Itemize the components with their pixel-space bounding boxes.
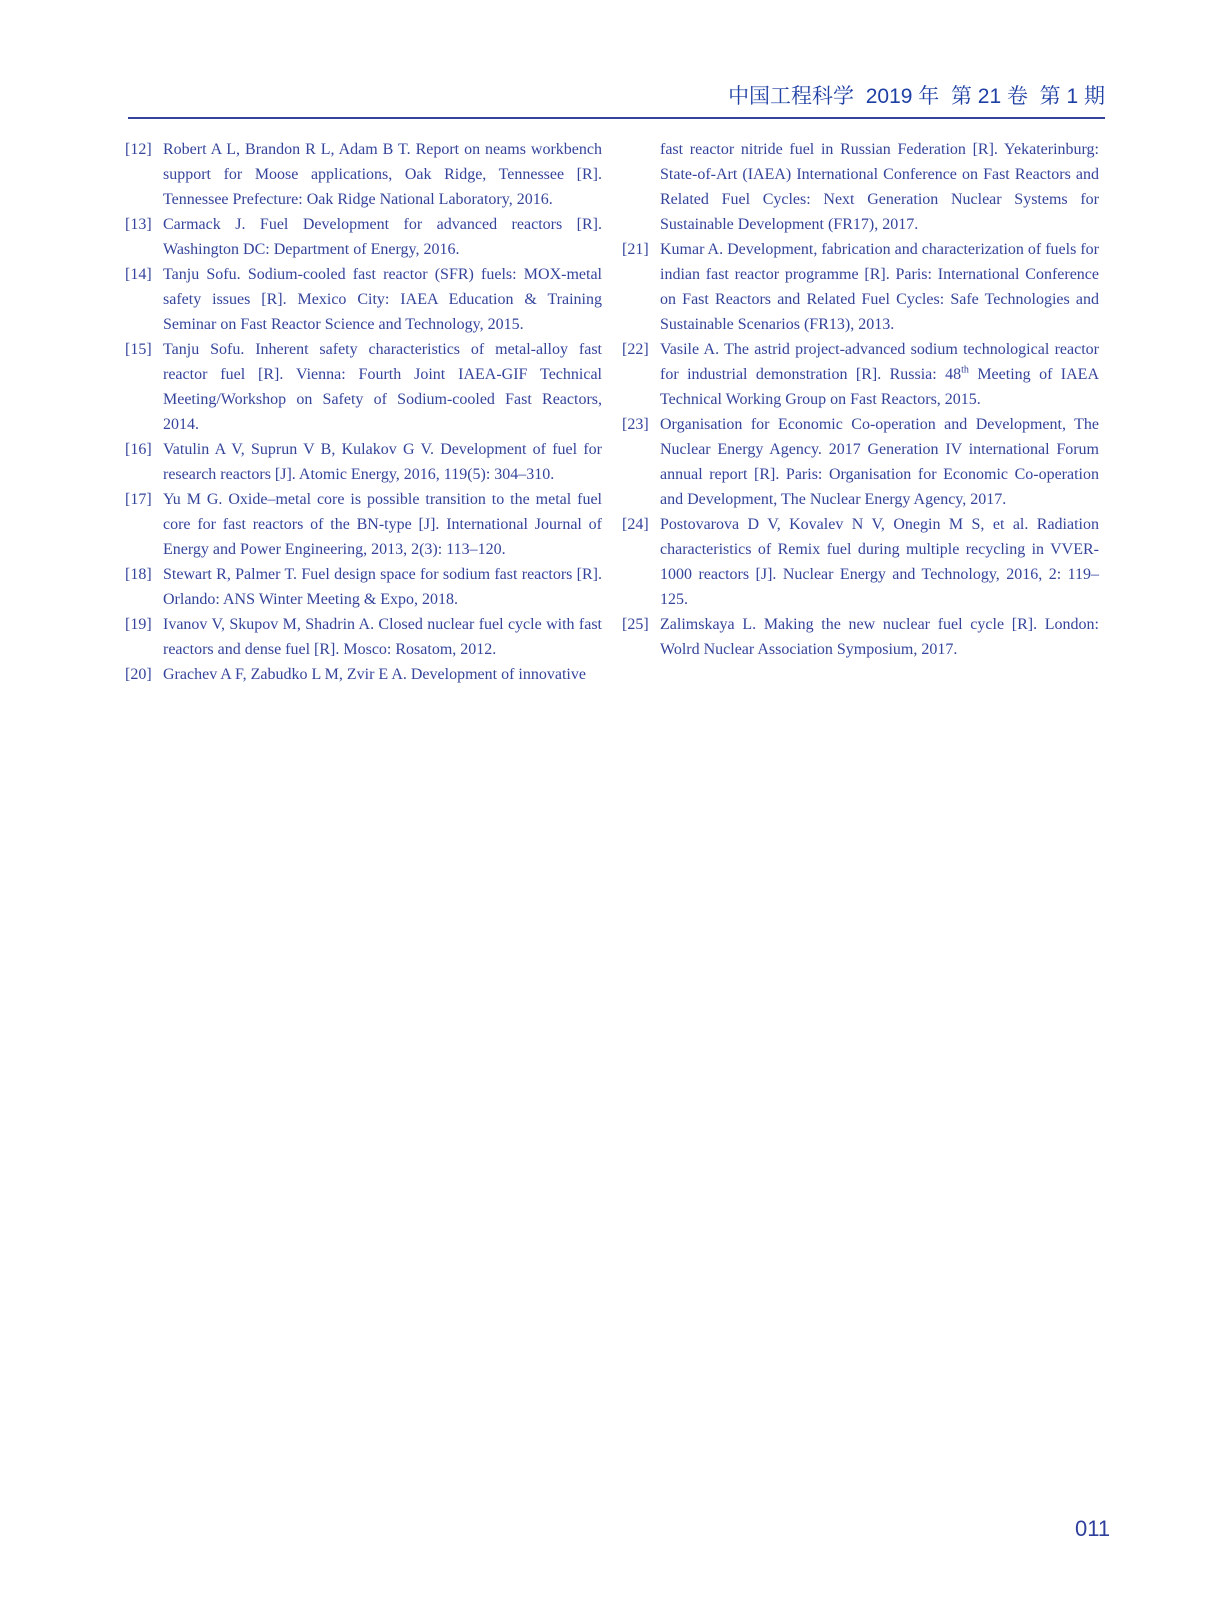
reference-label: [22] [622,341,649,358]
reference-item [622,512,1099,612]
reference-label: [24] [622,516,649,533]
reference-label: [23] [622,416,649,433]
reference-text: Grachev A F, Zabudko L M, Zvir E A. Development of innovative [163,666,586,683]
reference-text: Organisation for Economic Co-operation and Development, The Nuclear Energy Agency. 2017 Generation IV international Forum annual report [R]. Paris: Organisation for Economic Co-operation and Development, The Nuclear Energy Agency, 2017. [660,416,1099,508]
reference-label: [14] [125,266,152,283]
reference-item [125,662,602,687]
reference-item [125,212,602,262]
page-number: 011 [1075,1516,1111,1541]
reference-item [125,337,602,437]
reference-text: Kumar A. Development, fabrication and characterization of fuels for indian fast reactor programme [R]. Paris: International Conference on Fast Reactors and Related Fuel Cycles: Safe Technologies and Sustainable Scenarios (FR13), 2013. [660,241,1099,333]
reference-label [622,137,660,237]
reference-text: Vatulin A V, Suprun V B, Kulakov G V. Development of fuel for research reactors [J]. Atomic Energy, 2016, 119(5): 304–310. [163,441,602,483]
reference-text: Stewart R, Palmer T. Fuel design space for sodium fast reactors [R]. Orlando: ANS Winter Meeting & Expo, 2018. [163,566,602,608]
reference-text: Tanju Sofu. Inherent safety characteristics of metal-alloy fast reactor fuel [R]. Vienna: Fourth Joint IAEA-GIF Technical Meeting/Workshop on Safety of Sodium-cooled Fast Reactors, 2014. [163,341,602,433]
references-column-left [125,137,602,687]
reference-text: Zalimskaya L. Making the new nuclear fuel cycle [R]. London: Wolrd Nuclear Association Symposium, 2017. [660,616,1099,658]
reference-item [622,612,1099,662]
reference-item [125,562,602,612]
reference-label: [12] [125,141,152,158]
reference-label: [19] [125,616,152,633]
reference-item [125,137,602,212]
reference-text: Tanju Sofu. Sodium-cooled fast reactor (SFR) fuels: MOX-metal safety issues [R]. Mexico City: IAEA Education & Training Seminar on Fast Reactor Science and Technology, 2015. [163,266,602,333]
reference-item [125,262,602,337]
reference-label: [16] [125,441,152,458]
reference-label: [25] [622,616,649,633]
references-column-right [622,137,1099,687]
journal-header [128,80,1105,119]
reference-text: Postovarova D V, Kovalev N V, Onegin M S, et al. Radiation characteristics of Remix fuel during multiple recycling in VVER-1000 reactors [J]. Nuclear Energy and Technology, 2016, 2: 119–125. [660,516,1099,608]
reference-item [125,487,602,562]
reference-text: fast reactor nitride fuel in Russian Federation [R]. Yekaterinburg: State-of-Art (IAEA) International Conference on Fast Reactors and Related Fuel Cycles: Next Generation Nuclear Systems for Sustainable Development (FR17), 2017. [660,141,1099,233]
reference-item [125,612,602,662]
reference-label: [13] [125,216,152,233]
journal-header-text: 中国工程科学 2019 年 第 21 卷 第 1 期 [728,85,1105,108]
reference-label: [15] [125,341,152,358]
reference-label: [21] [622,241,649,258]
reference-item [622,237,1099,337]
reference-label: [18] [125,566,152,583]
reference-item [622,337,1099,412]
reference-text: Robert A L, Brandon R L, Adam B T. Report on neams workbench support for Moose applications, Oak Ridge, Tennessee [R]. Tennessee Prefecture: Oak Ridge National Laboratory, 2016. [163,141,602,208]
reference-text: Carmack J. Fuel Development for advanced reactors [R]. Washington DC: Department of Energy, 2016. [163,216,602,258]
reference-item [622,412,1099,512]
reference-item [622,137,1099,237]
reference-item [125,437,602,487]
reference-label: [20] [125,666,152,683]
reference-label: [17] [125,491,152,508]
reference-text: Ivanov V, Skupov M, Shadrin A. Closed nuclear fuel cycle with fast reactors and dense fuel [R]. Mosco: Rosatom, 2012. [163,616,602,658]
reference-text: Yu M G. Oxide–metal core is possible transition to the metal fuel core for fast reactors of the BN-type [J]. International Journal of Energy and Power Engineering, 2013, 2(3): 113–120. [163,491,602,558]
reference-text: Vasile A. The astrid project-advanced sodium technological reactor for industrial demonstration [R]. Russia: 48th Meeting of IAEA Technical Working Group on Fast Reactors, 2015. [660,341,1100,408]
references-section [125,137,1099,687]
